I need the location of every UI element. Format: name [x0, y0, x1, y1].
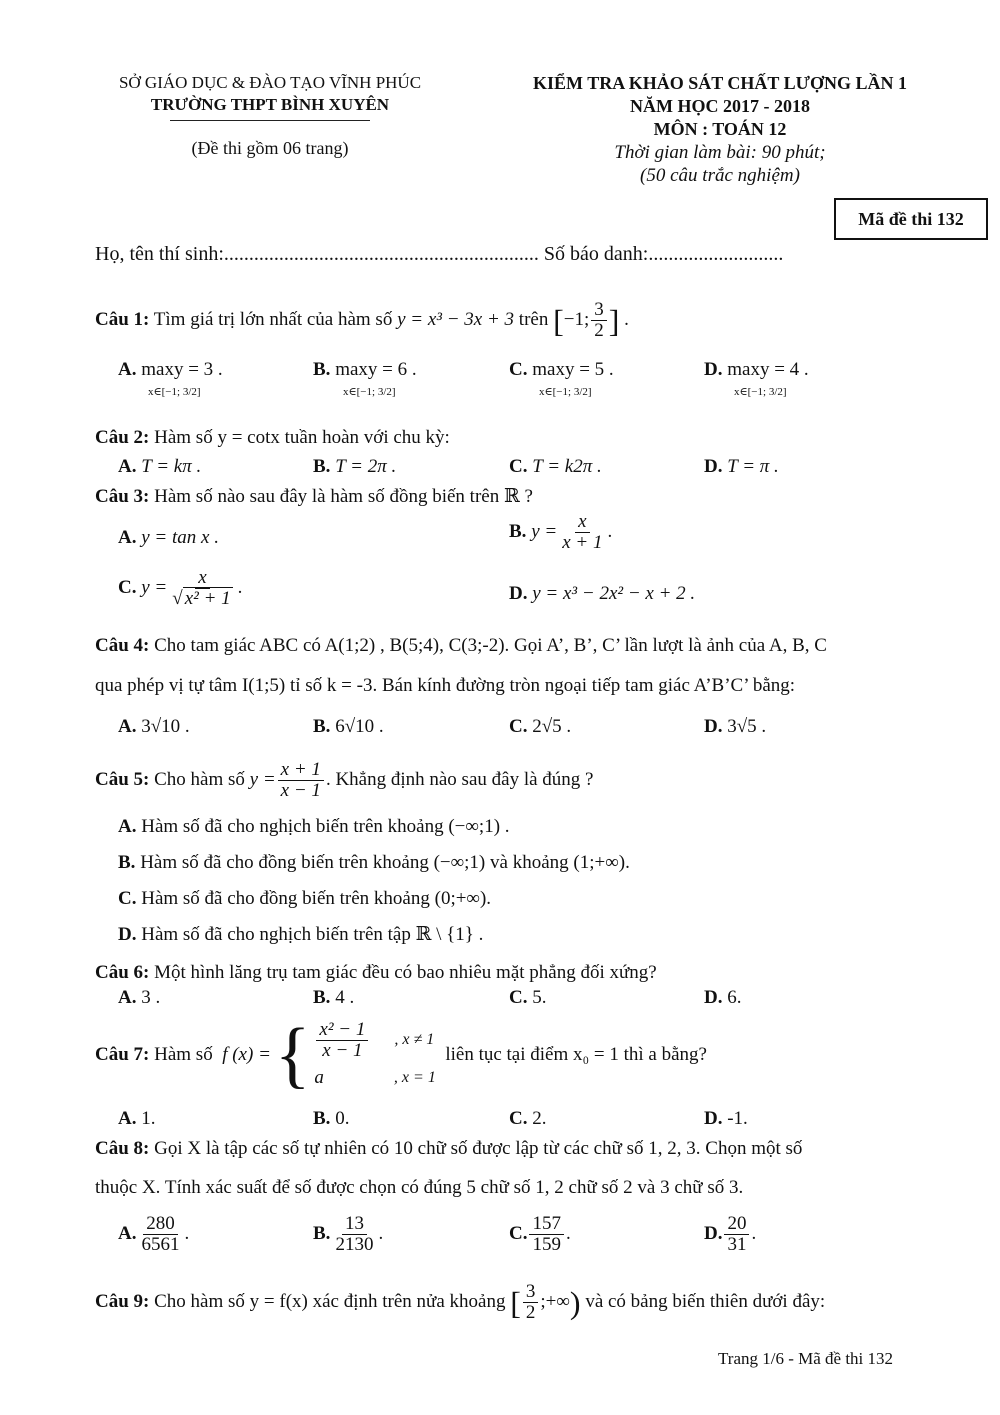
option-key: D. [704, 1108, 723, 1129]
option-value: T = kπ . [141, 456, 202, 477]
denominator: 2130 [335, 1234, 374, 1255]
question-4 [95, 633, 935, 659]
option-key: C. [509, 987, 528, 1008]
option-value: maxy = 6 . [335, 359, 417, 380]
option-key: D. [704, 1222, 723, 1244]
question-text: . Khẳng định nào sau đây là đúng ? [325, 768, 594, 790]
option-value: -1. [727, 1108, 748, 1129]
question-label: Câu 6: [95, 962, 150, 983]
option-3b[interactable]: B. y = $\frac{x}{x + 1}$ . [509, 511, 613, 553]
option-key: B. [313, 456, 331, 477]
option-key: A. [118, 716, 137, 737]
option-key: B. [509, 520, 527, 542]
option-key: B. [118, 852, 136, 873]
question-label: Câu 8: [95, 1138, 150, 1159]
question-label: Câu 2: [95, 427, 150, 448]
question-5 [95, 760, 935, 801]
denominator: √ x² + 1 [172, 588, 231, 609]
option-value: 1. [141, 1108, 156, 1129]
numerator: x [575, 512, 589, 533]
question-label: Câu 9: [95, 1290, 150, 1312]
option-value: Hàm số đã cho đồng biến trên khoảng (−∞;1) và khoảng (1;+∞). [140, 852, 630, 873]
option-6b[interactable] [313, 986, 354, 1010]
denominator: 6561 [141, 1234, 180, 1255]
option-5d[interactable] [118, 923, 483, 947]
option-value: 3√10 . [141, 716, 190, 737]
option-1a[interactable] [118, 358, 223, 404]
header-rule [170, 120, 370, 121]
question-text: Gọi X là tập các số tự nhiên có 10 chữ số được lập từ các chữ số 1, 2, 3. Chọn một số [154, 1138, 803, 1159]
question-text: Tìm giá trị lớn nhất của hàm số [153, 308, 393, 330]
question-expr: y = [249, 768, 276, 790]
pages-note: (Đề thi gồm 06 trang) [191, 138, 349, 158]
option-key: D. [118, 924, 137, 945]
question-4-cont: qua phép vị tự tâm I(1;5) tỉ số k = -3. Bán kính đường tròn ngoại tiếp tam giác A’B’C’ bằng: [95, 675, 796, 696]
question-text: Hàm số nào sau đây là hàm số đồng biến trên ℝ ? [154, 486, 533, 507]
case-value: a [314, 1066, 324, 1088]
option-8c[interactable]: C. $\frac{157}{159}$ . [509, 1213, 571, 1255]
department-name: SỞ GIÁO DỤC & ĐÀO TẠO VĨNH PHÚC [118, 73, 422, 92]
question-expr: f (x) = [222, 1044, 271, 1065]
school-name: TRƯỜNG THPT BÌNH XUYÊN [150, 95, 390, 114]
option-key: A. [118, 987, 137, 1008]
option-key: A. [118, 1222, 137, 1244]
school-year: NĂM HỌC 2017 - 2018 [630, 96, 810, 116]
interval-left: −1; [563, 308, 590, 330]
case-condition: , x ≠ 1 [394, 1031, 435, 1048]
fraction [278, 760, 324, 801]
question-expr: y = x³ − 3x + 3 [397, 308, 515, 330]
option-6c[interactable] [509, 986, 546, 1010]
interval-tail: ;+∞ [540, 1290, 570, 1312]
option-2c[interactable] [509, 455, 602, 479]
question-text: Cho hàm số [154, 768, 245, 790]
option-3c[interactable]: C. y = $\frac{x}{\text{√ x² + 1}}$ . [118, 567, 243, 609]
option-5a[interactable] [118, 815, 510, 839]
option-7d[interactable] [704, 1107, 748, 1131]
question-label: Câu 5: [95, 768, 150, 790]
question-text: Một hình lăng trụ tam giác đều có bao nhiêu mặt phẳng đối xứng? [154, 962, 657, 983]
option-key: C. [509, 359, 528, 380]
option-6a[interactable] [118, 986, 160, 1010]
fraction [138, 1214, 182, 1255]
option-value: 6√10 . [335, 716, 384, 737]
option-3a[interactable] [118, 526, 219, 550]
option-7b[interactable] [313, 1107, 349, 1131]
option-value: 4 . [335, 987, 355, 1008]
option-5b[interactable] [118, 851, 630, 875]
option-value: 2. [532, 1108, 547, 1129]
option-value: 0. [335, 1108, 350, 1129]
option-key: A. [118, 456, 137, 477]
option-value: Hàm số đã cho nghịch biến trên khoảng (−∞;1) . [141, 816, 510, 837]
option-subscript: x∈[−1; 3/2] [539, 386, 592, 398]
fraction [559, 512, 605, 553]
option-value: maxy = 5 . [532, 359, 614, 380]
option-value: maxy = 3 . [141, 359, 223, 380]
header-left [100, 72, 440, 159]
numerator: x² − 1 [316, 1020, 368, 1041]
bracket: ) [569, 1284, 581, 1321]
option-2a[interactable] [118, 455, 201, 479]
option-8a[interactable]: A. $\frac{280}{6561}$ . [118, 1213, 190, 1255]
denominator: 2 [594, 320, 604, 341]
denominator: x − 1 [322, 1039, 363, 1061]
option-key: C. [118, 576, 137, 598]
option-4c[interactable] [509, 715, 571, 739]
option-key: D. [509, 583, 528, 604]
bracket: [ [553, 302, 564, 339]
header-right [505, 72, 935, 187]
denominator: 159 [532, 1234, 561, 1255]
option-value: T = k2π . [532, 456, 602, 477]
numerator: x + 1 [278, 760, 324, 781]
numerator: 280 [143, 1214, 178, 1235]
option-key: A. [118, 1108, 137, 1129]
option-key: C. [509, 1222, 528, 1244]
option-7a[interactable] [118, 1107, 155, 1131]
option-key: A. [118, 527, 137, 548]
option-key: A. [118, 359, 137, 380]
option-8b[interactable]: B. $\frac{13}{2130}$ . [313, 1213, 384, 1255]
option-1d[interactable] [704, 358, 809, 404]
question-label: Câu 4: [95, 635, 150, 656]
option-7c[interactable] [509, 1107, 546, 1131]
candidate-line: Họ, tên thí sinh:............................................................... Số báo danh:........................... [95, 243, 784, 265]
option-value: T = 2π . [335, 456, 397, 477]
option-key: B. [313, 1222, 331, 1244]
option-value: 3 . [141, 987, 161, 1008]
question-7 [95, 1014, 935, 1096]
option-value: 3√5 . [727, 716, 767, 737]
question-text: liên tục tại điểm x₀ = 1 thì a bằng? [445, 1044, 707, 1065]
option-4a[interactable] [118, 715, 190, 739]
option-key: C. [118, 888, 137, 909]
option-8d[interactable]: D. $\frac{20}{31}$ . [704, 1213, 757, 1255]
denominator: 2 [525, 1302, 536, 1323]
question-text: Hàm số y = cotx tuần hoàn với chu kỳ: [154, 427, 450, 448]
option-5c[interactable] [118, 887, 491, 911]
exam-code-box: Mã đề thi 132 [834, 198, 988, 240]
denominator: 31 [727, 1234, 747, 1255]
option-subscript: x∈[−1; 3/2] [343, 386, 396, 398]
exam-title: KIỂM TRA KHẢO SÁT CHẤT LƯỢNG LẦN 1 [533, 73, 907, 93]
option-subscript: x∈[−1; 3/2] [148, 386, 201, 398]
option-value: 2√5 . [532, 716, 572, 737]
option-value: y = x³ − 2x² − x + 2 . [532, 583, 696, 604]
page-footer: Trang 1/6 - Mã đề thi 132 [718, 1349, 894, 1368]
option-key: D. [704, 716, 723, 737]
bracket: ] [608, 302, 620, 339]
fraction [724, 1214, 749, 1255]
denominator: x − 1 [280, 780, 321, 801]
question-8-cont: thuộc X. Tính xác suất để số được chọn có đúng 5 chữ số 1, 2 chữ số 2 và 3 chữ số 3. [95, 1177, 744, 1198]
option-key: D. [704, 456, 723, 477]
fraction [591, 300, 607, 341]
option-2b[interactable] [313, 455, 396, 479]
piecewise-cases [314, 1020, 435, 1091]
question-1: Câu 1: Tìm giá trị lớn nhất của hàm số y = x³ − 3x + 3 trên [−1; $\frac{3}{2}$ ] . [95, 299, 629, 341]
option-value: y = [531, 520, 558, 542]
option-4d[interactable] [704, 715, 766, 739]
option-key: D. [704, 359, 723, 380]
fraction [523, 1282, 539, 1323]
question-text: trên [518, 308, 549, 330]
option-3d[interactable] [509, 582, 695, 606]
question-text: Hàm số [154, 1044, 213, 1065]
option-value: maxy = 4 . [727, 359, 809, 380]
sqrt-body: x² + 1 [184, 588, 231, 609]
bracket: [ [510, 1284, 521, 1321]
option-4b[interactable] [313, 715, 384, 739]
time-limit: Thời gian làm bài: 90 phút; [614, 142, 826, 163]
option-key: B. [313, 359, 331, 380]
question-label: Câu 7: [95, 1044, 150, 1065]
case-condition: , x = 1 [393, 1068, 436, 1086]
option-key: A. [118, 816, 137, 837]
subject: MÔN : TOÁN 12 [653, 119, 787, 139]
option-6d[interactable] [704, 986, 741, 1010]
option-1b[interactable] [313, 358, 417, 404]
numerator: 157 [529, 1214, 564, 1235]
question-9 [95, 1282, 935, 1323]
option-value: T = π . [727, 456, 779, 477]
option-value: y = tan x . [141, 527, 219, 548]
fraction [169, 568, 235, 609]
numerator: 20 [724, 1214, 749, 1235]
option-2d[interactable] [704, 455, 779, 479]
question-text: Cho tam giác ABC có A(1;2) , B(5;4), C(3;-2). Gọi A’, B’, C’ lần lượt là ảnh của A, B, C [154, 635, 827, 656]
option-key: B. [313, 1108, 331, 1129]
option-value: Hàm số đã cho nghịch biến trên tập ℝ \ {1} . [141, 924, 484, 945]
denominator: x + 1 [562, 532, 603, 553]
numerator: 3 [523, 1282, 539, 1303]
option-value: Hàm số đã cho đồng biến trên khoảng (0;+∞). [141, 888, 492, 909]
option-key: C. [509, 456, 528, 477]
question-2 [95, 425, 935, 451]
question-3 [95, 484, 935, 510]
option-value: y = [141, 576, 168, 598]
question-text: và có bảng biến thiên dưới đây: [585, 1290, 826, 1312]
fraction [316, 1020, 368, 1061]
piecewise-brace: { [274, 1014, 311, 1096]
option-value: 5. [532, 987, 547, 1008]
option-key: C. [509, 1108, 528, 1129]
option-subscript: x∈[−1; 3/2] [734, 386, 787, 398]
numerator: 13 [342, 1214, 367, 1235]
option-key: B. [313, 987, 331, 1008]
numerator: 3 [591, 300, 607, 321]
question-text: Cho hàm số y = f(x) xác định trên nửa khoảng [154, 1290, 506, 1312]
question-label: Câu 1: [95, 308, 150, 330]
fraction [332, 1214, 376, 1255]
question-8 [95, 1136, 935, 1162]
question-6 [95, 960, 935, 986]
question-label: Câu 3: [95, 486, 150, 507]
option-value: 6. [727, 987, 742, 1008]
option-key: D. [704, 987, 723, 1008]
option-1c[interactable] [509, 358, 614, 404]
fraction [529, 1214, 564, 1255]
numerator: x [195, 568, 209, 589]
question-count: (50 câu trắc nghiệm) [640, 165, 800, 186]
option-key: C. [509, 716, 528, 737]
option-key: B. [313, 716, 331, 737]
